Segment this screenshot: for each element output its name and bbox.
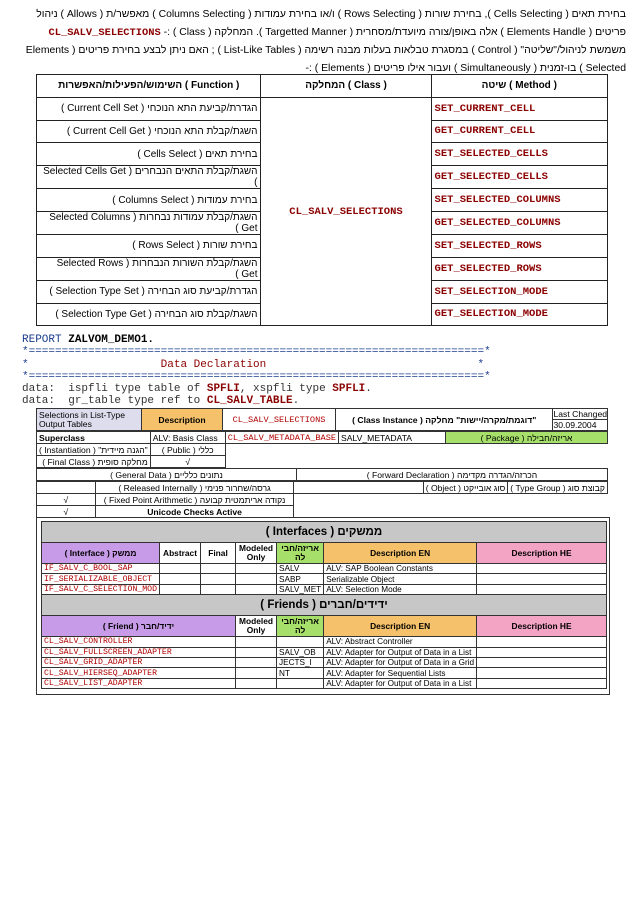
builder-row-unicode: [37, 506, 608, 518]
interface-final: [201, 574, 236, 584]
friend-name: CL_SALV_LIST_ADAPTER: [42, 678, 236, 688]
method-function: בחירת עמודות ( Columns Select ): [37, 189, 261, 212]
object-type-label: סוג אובייקט ( Object ): [423, 482, 508, 494]
decl-2-type: CL_SALV_TABLE: [206, 395, 293, 408]
last-changed-label: Last Changed: [553, 409, 607, 419]
interface-abstract: [160, 564, 201, 574]
friend-row: [42, 657, 607, 667]
method-function: בחירת שורות ( Rows Select ): [37, 234, 261, 257]
intro-line-1: בחירת תאים ( Cells Selecting ), בחירת שורות ( Rows Selecting ) ו/או בחירת עמודות ( Columns Selecting ) מאפשר/ת ( Allows ) ניהול: [36, 9, 626, 20]
interfaces-col-modeled: Modeled Only: [236, 543, 277, 564]
interface-row: [42, 564, 607, 574]
interface-package: SALV: [277, 564, 324, 574]
friend-package: [277, 678, 324, 688]
friends-col-desc-he: Description HE: [477, 616, 607, 637]
public-label: כללי ( Public ): [150, 444, 225, 456]
unicode-label: Unicode Checks Active: [95, 506, 294, 518]
intro-paragraph: [14, 6, 626, 77]
friend-description-he: [477, 657, 607, 667]
friend-description-en: ALV: Adapter for Output of Data in a List: [324, 647, 477, 657]
comment-star-left: *: [22, 358, 29, 371]
decl-1-end: .: [365, 383, 372, 396]
comment-rule-bottom: *=====================================================================*: [22, 370, 491, 383]
interface-row: [42, 584, 607, 594]
friends-col-friend: ידיד/חבר ( Friend ): [42, 616, 236, 637]
friend-modeled: [236, 678, 277, 688]
package-value: SALV_METADATA: [339, 432, 446, 444]
general-data-table: [36, 468, 608, 481]
method-function: בחירת תאים ( Cells Select ): [37, 143, 261, 166]
method-name: GET_SELECTION_MODE: [431, 303, 607, 326]
friend-package: SALV_OB: [277, 647, 324, 657]
final-check: √: [150, 456, 225, 468]
interface-name: IF_SALV_C_BOOL_SAP: [42, 564, 160, 574]
method-function: הגדרת/קביעת סוג הבחירה ( Selection Type Set ): [37, 280, 261, 303]
class-builder-panel: [36, 408, 608, 518]
description-label: Description: [142, 409, 223, 431]
forward-declaration-label: הכרזה/הגדרה מקדימה ( Forward Declaration ): [297, 469, 608, 481]
header-method: שיטה ( Method ): [431, 75, 607, 98]
interfaces-table: [41, 521, 607, 689]
interface-description-en: ALV: SAP Boolean Constants: [324, 564, 477, 574]
friend-package: [277, 637, 324, 647]
section-title: Data Declaration: [160, 358, 267, 371]
interface-description-he: [477, 564, 607, 574]
friend-description-en: ALV: Adapter for Sequential Lists: [324, 668, 477, 678]
friends-col-package: אריזה/חבי לה: [277, 616, 324, 637]
method-name: SET_CURRENT_CELL: [431, 97, 607, 120]
friend-name: CL_SALV_FULLSCREEN_ADAPTER: [42, 647, 236, 657]
friend-modeled: [236, 637, 277, 647]
interfaces-col-final: Final: [201, 543, 236, 564]
friend-description-en: ALV: Abstract Controller: [324, 637, 477, 647]
builder-row-superclass: [37, 432, 608, 444]
fixed-point-check: √: [37, 494, 96, 506]
intro-line-2: [14, 24, 626, 43]
interfaces-friends-inner: [41, 521, 607, 689]
data-keyword-2: data:: [22, 395, 56, 408]
superclass-label: Superclass: [37, 432, 151, 444]
interfaces-header-row: [42, 543, 607, 564]
method-name: GET_SELECTED_CELLS: [431, 166, 607, 189]
decl-1-a: ispfli type table of: [68, 383, 207, 396]
friends-col-desc-en: Description EN: [324, 616, 477, 637]
released-table: [36, 481, 608, 518]
friends-header-row: [42, 616, 607, 637]
decl-1-type2: SPFLI: [332, 383, 366, 396]
interface-name: IF_SALV_C_SELECTION_MOD: [42, 584, 160, 594]
friend-description-he: [477, 668, 607, 678]
interfaces-title-row: [42, 522, 607, 543]
interfaces-col-desc-he: Description HE: [477, 543, 607, 564]
friend-description-en: ALV: Adapter for Output of Data in a List: [324, 678, 477, 688]
intro-line-4: Selected ) בו-זמנית ( Simultaneously ) ועבור אילו פריטים ( Elements ) :-: [305, 62, 626, 74]
friend-modeled: [236, 647, 277, 657]
method-function: השגת/קבלת התאים הנבחרים ( Selected Cells Get ): [37, 166, 261, 189]
friend-description-en: ALV: Adapter for Output of Data in a Grid: [324, 657, 477, 667]
final-class-label: מחלקה סופית ( Final Class ): [37, 456, 151, 468]
type-group-label: קבוצת סוג ( Type Group ): [508, 482, 608, 494]
method-name: GET_CURRENT_CELL: [431, 120, 607, 143]
method-function: השגת/קבלת השורות הנבחרות ( Selected Rows Get ): [37, 257, 261, 280]
builder-class-name: CL_SALV_SELECTIONS: [223, 409, 336, 431]
superclass-table: [36, 431, 608, 468]
method-name: SET_SELECTED_ROWS: [431, 234, 607, 257]
report-name: ZALVOM_DEMO1.: [68, 334, 155, 346]
intro-line-2-text: פריטים ( Elements Handle ) אלה באופן/צורה מיועדת/מסחרית ( Targetted Manner ). המחלקה ( Class ) :-: [163, 26, 626, 38]
friend-name: CL_SALV_HIERSEQ_ADAPTER: [42, 668, 236, 678]
friends-title-row: [42, 595, 607, 616]
builder-row-released: [37, 482, 608, 494]
interface-package: SABP: [277, 574, 324, 584]
friend-description-he: [477, 647, 607, 657]
friend-row: [42, 647, 607, 657]
comment-rule-top: *=====================================================================*: [22, 346, 491, 359]
method-class-name: CL_SALV_SELECTIONS: [261, 97, 431, 326]
methods-table: [36, 74, 608, 326]
builder-row-instantiation: [37, 444, 608, 456]
method-name: SET_SELECTED_CELLS: [431, 143, 607, 166]
interfaces-col-desc-en: Description EN: [324, 543, 477, 564]
interface-abstract: [160, 574, 201, 584]
friend-description-he: [477, 637, 607, 647]
header-class: המחלקה ( Class ): [261, 75, 431, 98]
interfaces-col-interface: ממשק ( Interface ): [42, 543, 160, 564]
builder-row-fixed-point: [37, 494, 608, 506]
method-function: השגת/קבלת התא הנוכחי ( Current Cell Get ): [37, 120, 261, 143]
method-name: SET_SELECTED_COLUMNS: [431, 189, 607, 212]
method-function: השגת/קבלת עמודות נבחרות ( Selected Columns Get ): [37, 211, 261, 234]
friend-row: [42, 678, 607, 688]
decl-1-type: SPFLI: [206, 383, 240, 396]
superclass-description: ALV: Basis Class: [150, 432, 225, 444]
friend-row: [42, 668, 607, 678]
friend-description-he: [477, 678, 607, 688]
header-function: השימוש/הפעילות/האפשרות ( Function ): [37, 75, 261, 98]
method-name: GET_SELECTED_COLUMNS: [431, 211, 607, 234]
interface-final: [201, 584, 236, 594]
intro-line-3: משמשת לניהול/"שליטה" ( Control ) במסגרת טבלאות בעלות מבנה רשימה ( List-Like Tables ) ; האם ניתן לבצע בחירת פריטים ( Elements: [25, 45, 626, 56]
interfaces-col-package: אריזה/חבי לה: [277, 543, 324, 564]
method-function: השגת/קבלת סוג הבחירה ( Selection Type Get ): [37, 303, 261, 326]
package-label: אריזה/חבילה ( Package ): [446, 432, 608, 444]
interface-final: [201, 564, 236, 574]
methods-header-row: [37, 75, 608, 98]
interface-abstract: [160, 584, 201, 594]
method-name: GET_SELECTED_ROWS: [431, 257, 607, 280]
interfaces-friends-box: [36, 517, 610, 695]
interface-package: SALV_MET: [277, 584, 324, 594]
method-function: הגדרת/קביעת התא הנוכחי ( Current Cell Set ): [37, 97, 261, 120]
selections-label: Selections in List-Type Output Tables: [37, 409, 142, 431]
builder-row-general: [37, 469, 608, 481]
friend-name: CL_SALV_GRID_ADAPTER: [42, 657, 236, 667]
report-keyword: REPORT: [22, 334, 62, 346]
abap-code-block: [22, 334, 622, 408]
class-properties-table: [36, 408, 608, 431]
decl-2-end: .: [292, 395, 300, 408]
interface-description-en: ALV: Selection Mode: [324, 584, 477, 594]
method-row: [37, 97, 608, 120]
released-internally-label: גרסה/שחרור פנימי ( Released Internally ): [95, 482, 294, 494]
last-changed-date: 30.09.2004: [553, 420, 597, 430]
interface-description-he: [477, 584, 607, 594]
last-changed-cell: [553, 409, 608, 431]
instantiation-label: "הגנה מיידית" ( Instantiation ): [37, 444, 151, 456]
friends-title: ידידים/חברים ( Friends ): [42, 595, 607, 616]
comment-star-right: *: [477, 358, 485, 371]
intro-class-name: CL_SALV_SELECTIONS: [48, 26, 161, 39]
interface-modeled: [236, 584, 277, 594]
interface-modeled: [236, 564, 277, 574]
interfaces-title: ממשקים ( Interfaces ): [42, 522, 607, 543]
friends-col-modeled: Modeled Only: [236, 616, 277, 637]
decl-1-c: , xspfli type: [239, 383, 333, 396]
friend-package: NT: [277, 668, 324, 678]
friend-modeled: [236, 668, 277, 678]
decl-2-a: gr_table type ref to: [68, 395, 207, 408]
data-keyword-1: data:: [22, 383, 56, 396]
interface-modeled: [236, 574, 277, 584]
interface-row: [42, 574, 607, 584]
unicode-check: √: [37, 506, 96, 518]
interface-description-he: [477, 574, 607, 584]
friend-row: [42, 637, 607, 647]
builder-row-final: [37, 456, 608, 468]
class-instance-label: "דוגמת/מקרה/יישות" מחלקה ( Class Instance ): [336, 409, 553, 431]
friend-modeled: [236, 657, 277, 667]
interfaces-col-abstract: Abstract: [160, 543, 201, 564]
interface-name: IF_SERIALIZABLE_OBJECT: [42, 574, 160, 584]
friend-name: CL_SALV_CONTROLLER: [42, 637, 236, 647]
interface-description-en: Serializable Object: [324, 574, 477, 584]
friend-package: JECTS_I: [277, 657, 324, 667]
builder-row-title: [37, 409, 608, 431]
fixed-point-label: נקודה אריתמטית קבועה ( Fixed Point Arithmetic ): [95, 494, 294, 506]
general-data-label: נתונים כלליים ( General Data ): [37, 469, 297, 481]
superclass-name: CL_SALV_METADATA_BASE: [225, 432, 338, 444]
method-name: SET_SELECTION_MODE: [431, 280, 607, 303]
